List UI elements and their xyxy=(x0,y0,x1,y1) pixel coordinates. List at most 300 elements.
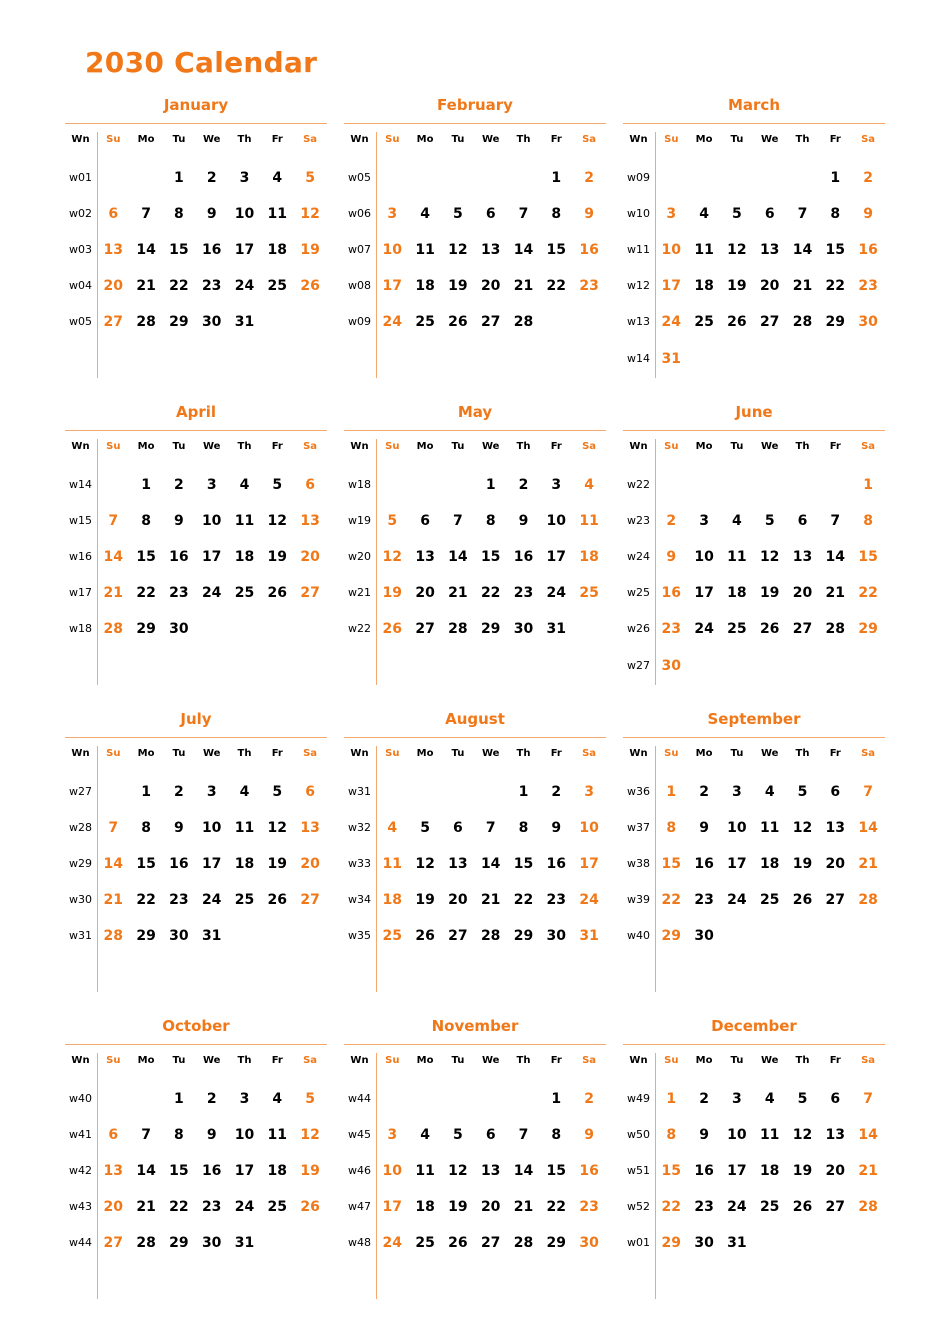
day-cell: 6 xyxy=(453,820,463,837)
day-cell: 31 xyxy=(546,621,567,638)
day-cell: 22 xyxy=(546,278,567,295)
day-cell: 21 xyxy=(513,278,534,295)
day-cell: 13 xyxy=(448,856,468,873)
day-cell: 21 xyxy=(103,585,124,602)
week-number: w36 xyxy=(627,785,650,798)
day-cell: 12 xyxy=(792,1127,813,1144)
week-number: w17 xyxy=(69,586,92,600)
day-cell: 2 xyxy=(551,784,562,800)
week-number: w05 xyxy=(69,315,92,329)
week-number: w52 xyxy=(627,1200,650,1214)
day-cell: 20 xyxy=(415,585,435,602)
day-cell: 18 xyxy=(415,278,435,295)
week-number: w22 xyxy=(627,478,650,491)
week-number: w33 xyxy=(348,857,371,871)
day-cell: 21 xyxy=(792,278,813,295)
day-cell: 27 xyxy=(480,314,501,331)
week-number: w02 xyxy=(69,207,92,221)
day-cell: 14 xyxy=(103,549,124,566)
weekday-header: Mo xyxy=(137,748,155,759)
day-cell: 6 xyxy=(108,1127,119,1144)
week-number: w20 xyxy=(348,550,371,564)
day-cell: 31 xyxy=(727,1235,747,1252)
day-cell: 12 xyxy=(267,513,288,530)
day-cell: 17 xyxy=(579,856,599,873)
day-cell: 11 xyxy=(694,242,714,259)
weekday-header: Th xyxy=(237,1055,252,1066)
day-cell: 4 xyxy=(584,477,594,493)
day-cell: 2 xyxy=(174,477,184,493)
weekday-header: Sa xyxy=(582,748,597,759)
day-cell: 12 xyxy=(727,242,747,259)
weekday-header: Mo xyxy=(695,134,713,145)
day-cell: 12 xyxy=(759,549,780,566)
day-cell: 5 xyxy=(272,477,283,493)
week-number: w26 xyxy=(627,622,650,636)
day-cell: 9 xyxy=(206,206,217,223)
day-cell: 28 xyxy=(858,892,878,909)
day-cell: 20 xyxy=(825,856,846,873)
weekday-header: Th xyxy=(516,1055,531,1066)
weekday-header: Th xyxy=(516,441,531,452)
day-cell: 15 xyxy=(825,242,846,259)
week-number-header: Wn xyxy=(350,441,369,452)
month-name: November xyxy=(431,1017,519,1035)
month-divider xyxy=(65,430,327,431)
day-cell: 19 xyxy=(448,278,468,295)
day-cell: 15 xyxy=(136,549,156,566)
day-cell: 8 xyxy=(863,513,873,530)
weekday-header: We xyxy=(481,441,500,452)
month-name: October xyxy=(162,1017,230,1035)
day-cell: 19 xyxy=(792,1163,813,1180)
weekday-header: Mo xyxy=(416,748,434,759)
day-cell: 27 xyxy=(792,621,813,638)
week-number: w01 xyxy=(627,1236,650,1250)
weekday-header: Th xyxy=(516,748,531,759)
day-cell: 11 xyxy=(267,206,288,223)
month-june xyxy=(623,403,885,693)
weekday-header: Sa xyxy=(582,134,597,145)
day-cell: 18 xyxy=(579,549,599,566)
day-cell: 16 xyxy=(169,856,189,873)
week-number: w35 xyxy=(348,929,371,943)
weekday-header: Th xyxy=(237,134,252,145)
week-number: w18 xyxy=(69,622,92,636)
day-cell: 10 xyxy=(201,820,222,837)
day-cell: 29 xyxy=(480,621,501,638)
day-cell: 4 xyxy=(764,1091,775,1107)
week-number: w44 xyxy=(348,1092,371,1105)
day-cell: 14 xyxy=(858,1127,878,1144)
day-cell: 28 xyxy=(448,621,468,638)
day-cell: 17 xyxy=(382,1199,403,1216)
week-number: w46 xyxy=(348,1164,371,1178)
day-cell: 16 xyxy=(546,856,567,873)
day-cell: 1 xyxy=(141,477,151,493)
day-cell: 4 xyxy=(239,784,250,800)
week-number: w09 xyxy=(627,171,650,184)
weekday-header: Fr xyxy=(271,134,283,145)
day-cell: 7 xyxy=(453,513,463,530)
week-number: w27 xyxy=(627,658,650,672)
weekday-header: Su xyxy=(106,1055,121,1066)
day-cell: 9 xyxy=(863,206,873,223)
weekday-header: Tu xyxy=(730,441,744,452)
day-cell: 28 xyxy=(136,1235,156,1252)
day-cell: 1 xyxy=(141,784,151,800)
day-cell: 3 xyxy=(387,206,398,223)
week-number: w45 xyxy=(348,1128,371,1142)
day-cell: 18 xyxy=(759,1163,780,1180)
day-cell: 11 xyxy=(234,513,255,530)
day-cell: 19 xyxy=(792,856,813,873)
weekday-header: Su xyxy=(664,748,679,759)
day-cell: 7 xyxy=(108,513,119,530)
day-cell: 10 xyxy=(694,549,714,566)
month-divider xyxy=(344,1044,606,1045)
day-cell: 6 xyxy=(420,513,430,530)
day-cell: 19 xyxy=(382,585,403,602)
week-number-header: Wn xyxy=(71,748,90,759)
day-cell: 11 xyxy=(759,820,780,837)
weekday-header: Sa xyxy=(861,1055,876,1066)
day-cell: 10 xyxy=(727,1127,747,1144)
week-number: w25 xyxy=(627,586,650,600)
day-cell: 22 xyxy=(661,892,682,909)
day-cell: 28 xyxy=(513,1235,534,1252)
day-cell: 4 xyxy=(420,206,430,223)
weekday-header: Th xyxy=(795,134,810,145)
day-cell: 23 xyxy=(201,1199,222,1216)
week-number: w43 xyxy=(69,1200,92,1214)
week-number: w28 xyxy=(69,821,92,835)
day-cell: 20 xyxy=(300,549,320,566)
day-cell: 14 xyxy=(136,242,156,259)
day-cell: 5 xyxy=(797,784,808,800)
day-cell: 20 xyxy=(480,1199,501,1216)
day-cell: 24 xyxy=(727,892,747,909)
day-cell: 31 xyxy=(661,350,682,367)
day-cell: 11 xyxy=(727,549,747,566)
week-number: w34 xyxy=(348,893,371,907)
weekday-header: Th xyxy=(237,748,252,759)
day-cell: 8 xyxy=(174,206,184,223)
day-cell: 19 xyxy=(300,242,320,259)
day-cell: 19 xyxy=(727,278,747,295)
day-cell: 22 xyxy=(858,585,878,602)
day-cell: 11 xyxy=(415,1163,435,1180)
day-cell: 10 xyxy=(727,820,747,837)
month-name: April xyxy=(175,403,217,421)
day-cell: 22 xyxy=(661,1199,682,1216)
week-number: w38 xyxy=(627,857,650,871)
day-cell: 31 xyxy=(579,928,599,945)
day-cell: 29 xyxy=(169,314,189,331)
day-cell: 4 xyxy=(699,206,709,223)
day-cell: 15 xyxy=(661,856,682,873)
day-cell: 21 xyxy=(136,278,156,295)
week-number: w14 xyxy=(69,478,92,491)
day-cell: 5 xyxy=(387,513,398,530)
day-cell: 12 xyxy=(300,1127,320,1144)
day-cell: 24 xyxy=(546,585,567,602)
day-cell: 22 xyxy=(513,892,534,909)
week-number: w40 xyxy=(627,929,650,943)
weekday-header: Fr xyxy=(829,134,841,145)
day-cell: 7 xyxy=(485,820,496,837)
day-cell: 24 xyxy=(382,1235,403,1252)
day-cell: 5 xyxy=(420,820,430,837)
day-cell: 10 xyxy=(382,242,403,259)
day-cell: 5 xyxy=(272,784,283,800)
weekday-header: Tu xyxy=(172,748,186,759)
day-cell: 6 xyxy=(305,477,315,493)
month-divider xyxy=(623,123,885,124)
week-number: w18 xyxy=(348,478,371,491)
day-cell: 27 xyxy=(825,1199,846,1216)
day-cell: 9 xyxy=(584,1127,594,1144)
day-cell: 5 xyxy=(732,206,742,223)
month-july xyxy=(65,710,327,1000)
month-divider xyxy=(623,737,885,738)
day-cell: 25 xyxy=(579,585,599,602)
weekday-header: Fr xyxy=(271,441,283,452)
day-cell: 20 xyxy=(103,278,124,295)
week-number: w12 xyxy=(627,279,650,293)
day-cell: 1 xyxy=(551,1091,562,1107)
week-number-header: Wn xyxy=(629,1055,648,1066)
day-cell: 2 xyxy=(206,170,217,186)
day-cell: 19 xyxy=(267,549,288,566)
day-cell: 25 xyxy=(234,585,255,602)
day-cell: 22 xyxy=(136,892,156,909)
day-cell: 3 xyxy=(551,477,562,493)
day-cell: 18 xyxy=(727,585,747,602)
day-cell: 14 xyxy=(513,1163,534,1180)
day-cell: 17 xyxy=(661,278,682,295)
month-divider xyxy=(623,430,885,431)
day-cell: 14 xyxy=(825,549,846,566)
day-cell: 1 xyxy=(830,170,841,186)
week-number: w47 xyxy=(348,1200,371,1214)
day-cell: 13 xyxy=(825,820,846,837)
month-may xyxy=(344,403,606,693)
weekday-header: Th xyxy=(795,748,810,759)
week-number: w29 xyxy=(69,857,92,871)
day-cell: 24 xyxy=(201,892,222,909)
day-cell: 6 xyxy=(305,784,315,800)
day-cell: 13 xyxy=(792,549,813,566)
day-cell: 25 xyxy=(267,278,288,295)
month-august xyxy=(344,710,606,1000)
day-cell: 23 xyxy=(858,278,878,295)
day-cell: 13 xyxy=(300,820,320,837)
day-cell: 8 xyxy=(666,1127,677,1144)
month-divider xyxy=(65,123,327,124)
weekday-header: Fr xyxy=(271,748,283,759)
day-cell: 28 xyxy=(103,928,124,945)
weekday-header: Sa xyxy=(303,1055,318,1066)
day-cell: 5 xyxy=(305,170,315,186)
week-number: w51 xyxy=(627,1164,650,1178)
day-cell: 24 xyxy=(727,1199,747,1216)
week-number: w04 xyxy=(69,279,92,293)
day-cell: 17 xyxy=(382,278,403,295)
day-cell: 13 xyxy=(480,1163,501,1180)
day-cell: 15 xyxy=(480,549,501,566)
day-cell: 15 xyxy=(169,1163,189,1180)
day-cell: 25 xyxy=(694,314,714,331)
day-cell: 15 xyxy=(858,549,878,566)
day-cell: 26 xyxy=(759,621,780,638)
day-cell: 3 xyxy=(732,1091,742,1107)
day-cell: 6 xyxy=(830,784,841,800)
day-cell: 16 xyxy=(858,242,878,259)
day-cell: 14 xyxy=(858,820,878,837)
day-cell: 12 xyxy=(415,856,435,873)
day-cell: 31 xyxy=(234,314,255,331)
day-cell: 9 xyxy=(666,549,677,566)
week-number: w22 xyxy=(348,622,371,636)
day-cell: 20 xyxy=(103,1199,124,1216)
day-cell: 20 xyxy=(300,856,320,873)
month-name: May xyxy=(457,403,493,421)
day-cell: 21 xyxy=(136,1199,156,1216)
day-cell: 21 xyxy=(448,585,468,602)
month-divider xyxy=(344,123,606,124)
day-cell: 8 xyxy=(518,820,529,837)
week-number: w21 xyxy=(348,586,371,600)
day-cell: 1 xyxy=(174,170,184,186)
day-cell: 8 xyxy=(666,820,677,837)
day-cell: 3 xyxy=(239,1091,250,1107)
day-cell: 12 xyxy=(448,242,468,259)
day-cell: 8 xyxy=(141,820,151,837)
day-cell: 2 xyxy=(206,1091,217,1107)
week-number-header: Wn xyxy=(350,134,369,145)
week-number: w32 xyxy=(348,821,371,835)
day-cell: 10 xyxy=(234,1127,255,1144)
day-cell: 7 xyxy=(141,1127,151,1144)
day-cell: 25 xyxy=(759,892,780,909)
day-cell: 3 xyxy=(699,513,709,530)
weekday-header: We xyxy=(202,748,221,759)
week-number: w16 xyxy=(69,550,92,564)
day-cell: 9 xyxy=(699,820,709,837)
weekday-header: Fr xyxy=(829,748,841,759)
day-cell: 12 xyxy=(792,820,813,837)
weekday-header: We xyxy=(202,134,221,145)
day-cell: 28 xyxy=(792,314,813,331)
day-cell: 8 xyxy=(485,513,496,530)
month-october xyxy=(65,1017,327,1307)
weekday-header: Fr xyxy=(550,748,562,759)
day-cell: 13 xyxy=(103,1163,124,1180)
weekday-header: We xyxy=(760,748,779,759)
weekday-header: Sa xyxy=(861,441,876,452)
day-cell: 26 xyxy=(448,1235,468,1252)
day-cell: 18 xyxy=(759,856,780,873)
week-number: w30 xyxy=(69,893,92,907)
day-cell: 11 xyxy=(415,242,435,259)
day-cell: 22 xyxy=(546,1199,567,1216)
weekday-header: Mo xyxy=(695,441,713,452)
day-cell: 18 xyxy=(382,892,403,909)
day-cell: 26 xyxy=(300,1199,320,1216)
day-cell: 10 xyxy=(579,820,599,837)
day-cell: 1 xyxy=(666,1091,677,1107)
week-number: w08 xyxy=(348,279,371,293)
day-cell: 14 xyxy=(480,856,501,873)
day-cell: 6 xyxy=(764,206,775,223)
week-number: w13 xyxy=(627,315,650,329)
day-cell: 26 xyxy=(792,892,813,909)
day-cell: 13 xyxy=(825,1127,846,1144)
day-cell: 21 xyxy=(858,1163,878,1180)
weekday-header: Tu xyxy=(730,748,744,759)
day-cell: 9 xyxy=(174,513,184,530)
weekday-header: Su xyxy=(106,134,121,145)
day-cell: 16 xyxy=(513,549,534,566)
weekday-header: Tu xyxy=(172,134,186,145)
day-cell: 7 xyxy=(518,1127,529,1144)
day-cell: 11 xyxy=(382,856,403,873)
day-cell: 17 xyxy=(546,549,567,566)
day-cell: 26 xyxy=(792,1199,813,1216)
day-cell: 28 xyxy=(858,1199,878,1216)
weekday-header: We xyxy=(481,748,500,759)
week-number-header: Wn xyxy=(629,748,648,759)
day-cell: 25 xyxy=(267,1199,288,1216)
day-cell: 6 xyxy=(485,206,496,223)
day-cell: 1 xyxy=(485,477,496,493)
month-december xyxy=(623,1017,885,1307)
week-number: w23 xyxy=(627,514,650,528)
day-cell: 18 xyxy=(694,278,714,295)
day-cell: 13 xyxy=(415,549,435,566)
day-cell: 2 xyxy=(518,477,529,493)
month-name: June xyxy=(735,403,773,421)
day-cell: 18 xyxy=(234,549,255,566)
weekday-header: Fr xyxy=(550,441,562,452)
day-cell: 16 xyxy=(579,1163,599,1180)
day-cell: 26 xyxy=(727,314,747,331)
day-cell: 27 xyxy=(300,892,320,909)
weekday-header: Mo xyxy=(137,441,155,452)
week-number: w41 xyxy=(69,1128,92,1142)
weekday-header: Fr xyxy=(550,1055,562,1066)
day-cell: 23 xyxy=(546,892,567,909)
weekday-header: Mo xyxy=(695,1055,713,1066)
week-number: w24 xyxy=(627,550,650,564)
day-cell: 1 xyxy=(174,1091,184,1107)
day-cell: 17 xyxy=(694,585,714,602)
weekday-header: Sa xyxy=(303,441,318,452)
weekday-header: Th xyxy=(516,134,531,145)
week-number-header: Wn xyxy=(71,441,90,452)
weekday-header: Fr xyxy=(271,1055,283,1066)
weekday-header: Th xyxy=(237,441,252,452)
week-number: w19 xyxy=(348,514,371,528)
day-cell: 23 xyxy=(694,1199,714,1216)
week-number: w37 xyxy=(627,821,650,835)
day-cell: 18 xyxy=(267,1163,288,1180)
day-cell: 30 xyxy=(694,928,714,945)
day-cell: 16 xyxy=(201,242,222,259)
day-cell: 5 xyxy=(305,1091,315,1107)
weekday-header: Fr xyxy=(550,134,562,145)
